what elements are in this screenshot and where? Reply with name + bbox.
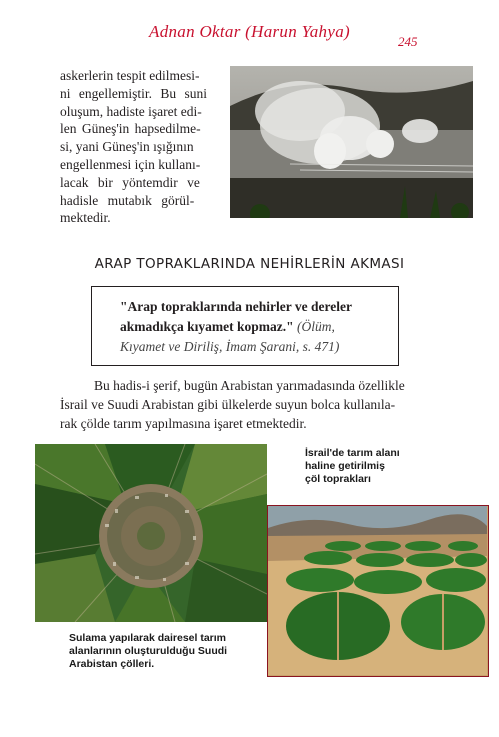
caption-line: Arabistan çölleri.	[69, 658, 155, 670]
quote-reference: Kıyamet ve Diriliş, İmam Şarani, s. 471)	[120, 339, 340, 354]
intro-line: ni engellemiştir. Bu suni	[60, 85, 207, 101]
body-paragraph	[60, 376, 439, 433]
paragraph-line: rak çölde tarım yapılmasına işaret etmektedir.	[60, 416, 307, 431]
caption-line: çöl toprakları	[305, 473, 371, 485]
paragraph-line: İsrail ve Suudi Arabistan gibi ülkelerde suyun bolca kullanıla-	[60, 397, 396, 412]
page-number: 245	[398, 34, 418, 49]
intro-line: engellenmesi için kullanı-	[60, 156, 201, 172]
intro-line: hadisle mutabık görül-	[60, 192, 195, 208]
running-header-title: Adnan Oktar (Harun Yahya)	[149, 22, 350, 41]
caption-line: alanlarının oluşturulduğu Suudi	[69, 645, 228, 657]
caption-line: Sulama yapılarak dairesel tarım	[69, 632, 227, 644]
intro-line: askerlerin tespit edilmesi-	[60, 68, 200, 83]
caption-saudi-deserts	[69, 632, 269, 671]
intro-line: lacak bir yöntemdir ve	[60, 174, 200, 190]
quote-text-bold: akmadıkça kıyamet kopmaz."	[120, 319, 294, 334]
caption-line: İsrail'de tarım alanı	[305, 447, 400, 459]
quote-line: "Arap topraklarında nehirler ve dereler	[120, 299, 352, 314]
section-heading: ARAP TOPRAKLARINDA NEHİRLERİN AKMASI	[94, 256, 405, 272]
quote-line	[120, 317, 372, 337]
intro-line: len Güneş'in hapsedilme-	[60, 121, 201, 137]
caption-israel-farmland	[305, 447, 455, 486]
caption-line: haline getirilmiş	[305, 460, 385, 472]
intro-text	[60, 67, 226, 227]
hadith-quote	[120, 297, 372, 357]
paragraph-line: Bu hadis-i şerif, bugün Arabistan yarımadasında özellikle	[94, 378, 405, 393]
intro-line: oluşum, hadiste işaret edi-	[60, 103, 202, 119]
intro-line: si, yani Güneş'in ışığının	[60, 139, 194, 155]
smoke-screen-photo	[230, 66, 473, 218]
intro-line: mektedir.	[60, 210, 111, 226]
quote-reference: (Ölüm,	[297, 319, 335, 334]
desert-circular-farms-photo	[267, 505, 489, 677]
circular-village-aerial-photo	[35, 444, 267, 622]
